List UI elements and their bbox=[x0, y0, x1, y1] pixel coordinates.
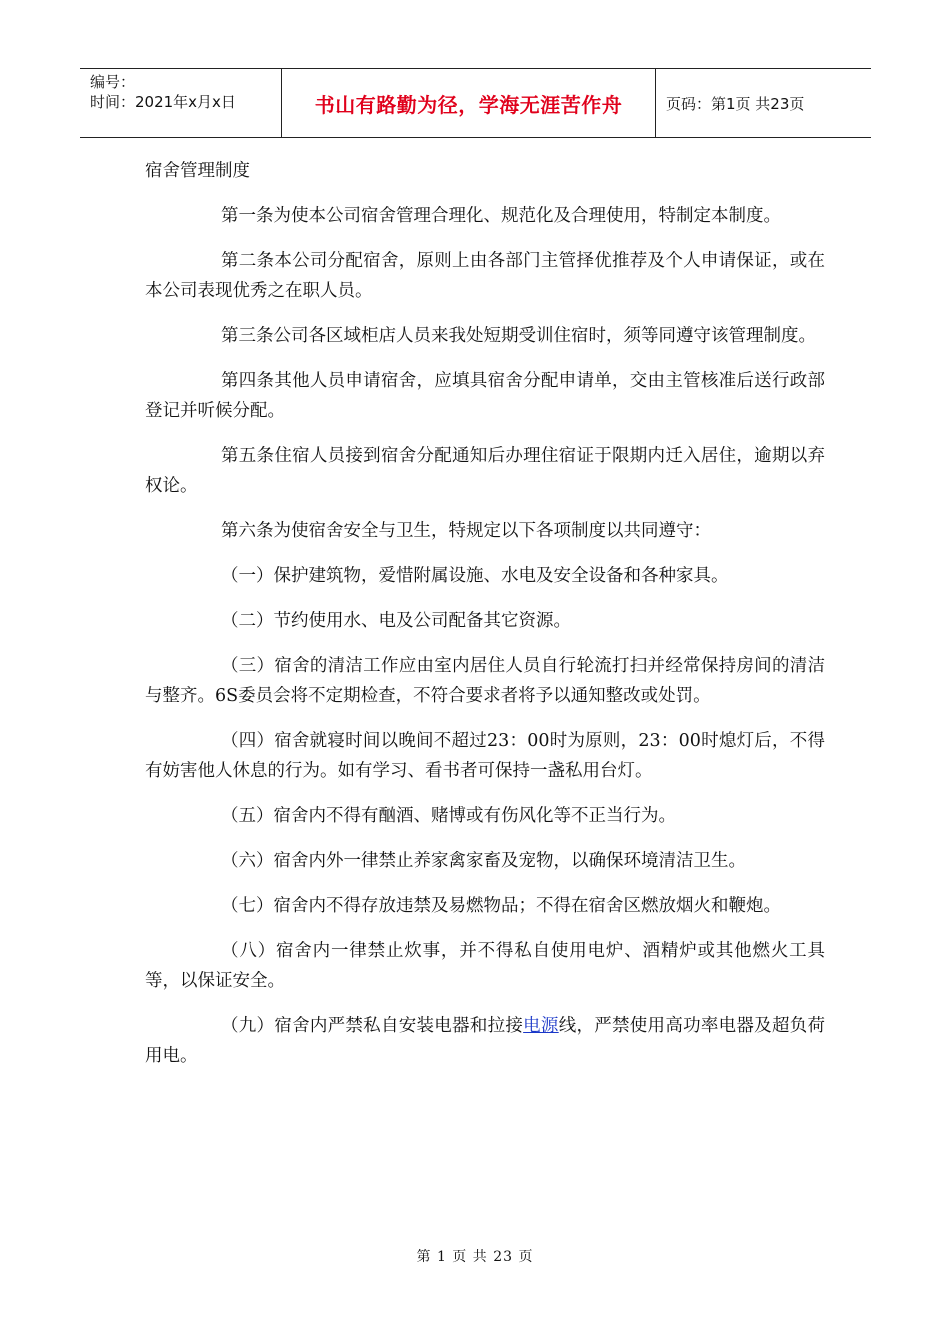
rule-item-7: （七）宿舍内不得存放违禁及易燃物品；不得在宿舍区燃放烟火和鞭炮。 bbox=[221, 896, 781, 916]
document-number-label: 编号： bbox=[90, 73, 136, 91]
article-1: 第一条为使本公司宿舍管理合理化、规范化及合理使用，特制定本制度。 bbox=[221, 206, 781, 226]
rule-item-1: （一）保护建筑物，爱惜附属设施、水电及安全设备和各种家具。 bbox=[221, 566, 729, 586]
article-6: 第六条为使宿舍安全与卫生，特规定以下各项制度以共同遵守： bbox=[221, 521, 711, 541]
document-title: 宿舍管理制度 bbox=[145, 161, 250, 181]
header-page-info: 页码：第1页 共23页 bbox=[666, 94, 805, 113]
rule-item-5: （五）宿舍内不得有酗酒、赌博或有伤风化等不正当行为。 bbox=[221, 806, 676, 826]
document-header bbox=[80, 68, 871, 138]
header-meta-cell bbox=[80, 69, 282, 137]
rule-item-4: （四）宿舍就寝时间以晚间不超过23：00时为原则，23：00时熄灯后，不得有妨害他人休息的行为。如有学习、看书者可保持一盏私用台灯。 bbox=[145, 731, 825, 781]
rule-item-3: （三）宿舍的清洁工作应由室内居住人员自行轮流打扫并经常保持房间的清洁与整齐。6S委员会将不定期检查，不符合要求者将予以通知整改或处罚。 bbox=[145, 656, 825, 706]
rule-item-9-text-before: （九）宿舍内严禁私自安装电器和拉接 bbox=[221, 1016, 524, 1036]
document-body bbox=[145, 156, 825, 1086]
rule-item-9 bbox=[145, 1011, 825, 1071]
rule-item-6: （六）宿舍内外一律禁止养家禽家畜及宠物，以确保环境清洁卫生。 bbox=[221, 851, 746, 871]
rule-item-9-text-after: 线，严禁使用高功率电器及超负荷用电。 bbox=[145, 1016, 826, 1066]
article-2: 第二条本公司分配宿舍，原则上由各部门主管择优推荐及个人申请保证，或在本公司表现优秀之在职人员。 bbox=[145, 251, 825, 301]
page-footer: 第 1 页 共 23 页 bbox=[416, 1249, 534, 1265]
article-3: 第三条公司各区域柜店人员来我处短期受训住宿时，须等同遵守该管理制度。 bbox=[221, 326, 816, 346]
article-5: 第五条住宿人员接到宿舍分配通知后办理住宿证于限期内迁入居住，逾期以弃权论。 bbox=[145, 446, 825, 496]
header-motto: 书山有路勤为径，学海无涯苦作舟 bbox=[314, 92, 623, 117]
article-4: 第四条其他人员申请宿舍，应填具宿舍分配申请单，交由主管核准后送行政部登记并听候分配。 bbox=[145, 371, 825, 421]
document-time-label: 时间：2021年x月x日 bbox=[90, 93, 236, 111]
rule-item-2: （二）节约使用水、电及公司配备其它资源。 bbox=[221, 611, 571, 631]
header-motto-cell bbox=[282, 69, 656, 137]
power-source-link[interactable]: 电源 bbox=[523, 1016, 559, 1036]
rule-item-8: （八）宿舍内一律禁止炊事，并不得私自使用电炉、酒精炉或其他燃火工具等，以保证安全。 bbox=[145, 941, 825, 991]
header-page-cell bbox=[656, 69, 871, 137]
